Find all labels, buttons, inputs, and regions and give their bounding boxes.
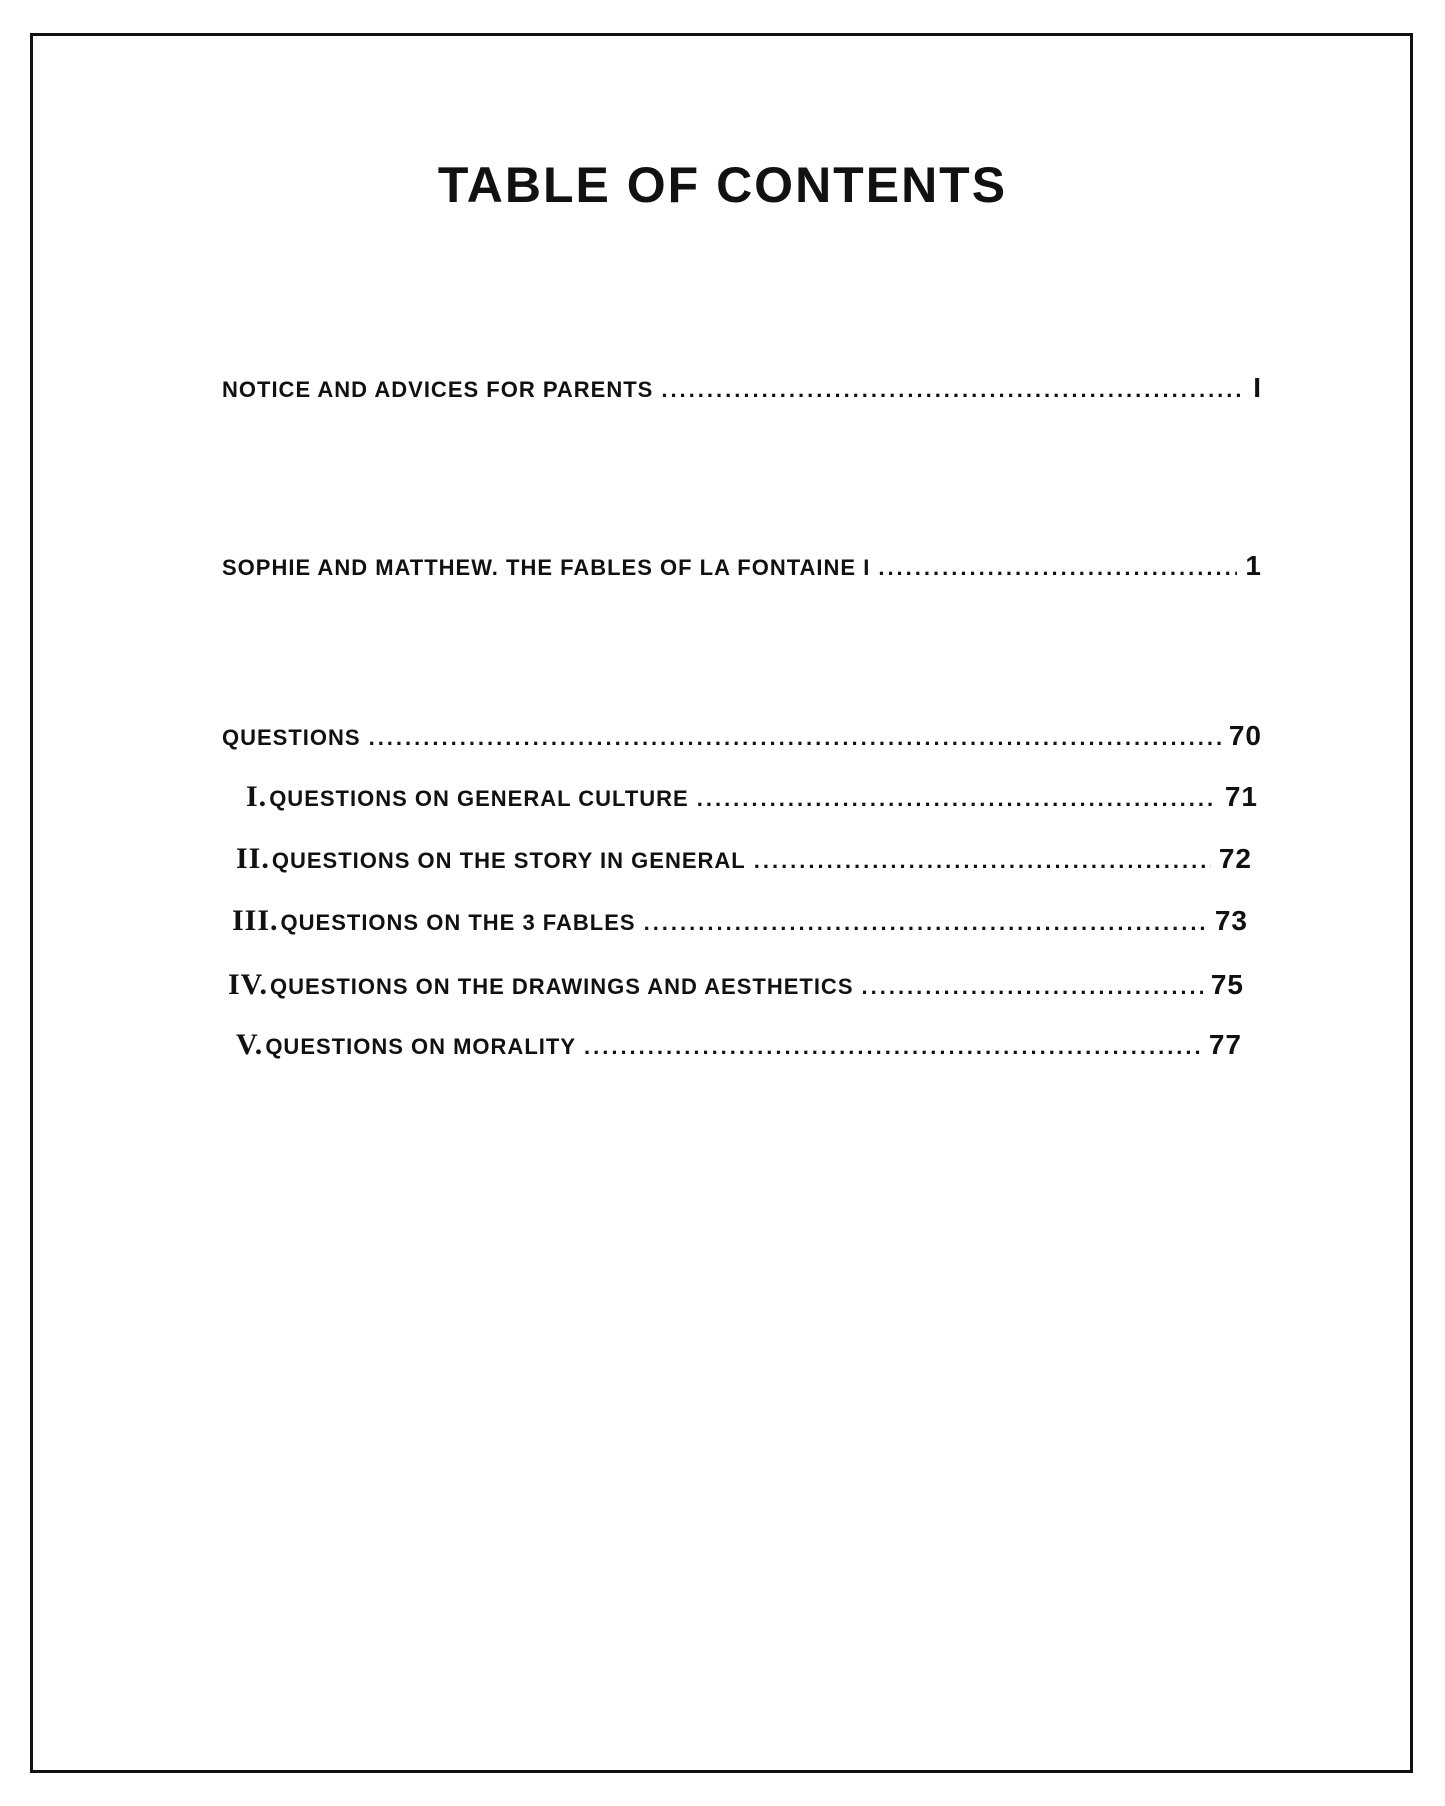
dot-leader — [697, 786, 1217, 812]
toc-subentry-label: QUESTIONS ON THE 3 FABLES — [280, 910, 636, 935]
toc-subentry-label: QUESTIONS ON THE STORY IN GENERAL — [271, 848, 746, 873]
dot-leader — [878, 555, 1237, 581]
toc-subentry-drawings-aesthetics[interactable] — [228, 968, 1244, 1002]
toc-page-number: 70 — [1228, 720, 1262, 751]
toc-page-number: 72 — [1218, 843, 1252, 874]
roman-numeral: II. — [236, 842, 270, 875]
toc-entry-label: QUESTIONS — [222, 725, 361, 750]
toc-entry-label: SOPHIE AND MATTHEW. THE FABLES OF LA FONTAINE I — [222, 555, 871, 580]
roman-numeral: V. — [236, 1028, 264, 1061]
toc-entry-notice[interactable] — [222, 372, 1262, 404]
roman-numeral: III. — [232, 904, 279, 937]
roman-numeral: IV. — [228, 968, 268, 1001]
dot-leader — [584, 1034, 1201, 1060]
dot-leader — [369, 725, 1221, 751]
toc-entry-questions[interactable] — [222, 720, 1262, 752]
toc-page-number: 73 — [1214, 905, 1248, 936]
dot-leader — [661, 377, 1245, 403]
toc-subentry-story-general[interactable] — [236, 842, 1252, 876]
toc-entry-label: NOTICE AND ADVICES FOR PARENTS — [222, 377, 654, 402]
roman-numeral: I. — [246, 780, 268, 813]
page-frame — [30, 33, 1413, 1773]
dot-leader — [644, 910, 1207, 936]
toc-subentry-morality[interactable] — [236, 1028, 1242, 1062]
toc-subentry-label: QUESTIONS ON GENERAL CULTURE — [269, 786, 689, 811]
toc-page-number: I — [1253, 372, 1262, 403]
toc-subentry-general-culture[interactable] — [246, 780, 1258, 814]
toc-page-number: 77 — [1208, 1029, 1242, 1060]
page-title: TABLE OF CONTENTS — [437, 157, 1008, 213]
dot-leader — [754, 848, 1211, 874]
toc-subentry-three-fables[interactable] — [232, 904, 1248, 938]
toc-subentry-label: QUESTIONS ON MORALITY — [265, 1034, 576, 1059]
toc-page-number: 1 — [1245, 550, 1262, 581]
toc-entry-story[interactable] — [222, 550, 1262, 582]
toc-page-number: 75 — [1210, 969, 1244, 1000]
toc-page-number: 71 — [1224, 781, 1258, 812]
toc-subentry-label: QUESTIONS ON THE DRAWINGS AND AESTHETICS — [269, 974, 854, 999]
dot-leader — [862, 974, 1203, 1000]
